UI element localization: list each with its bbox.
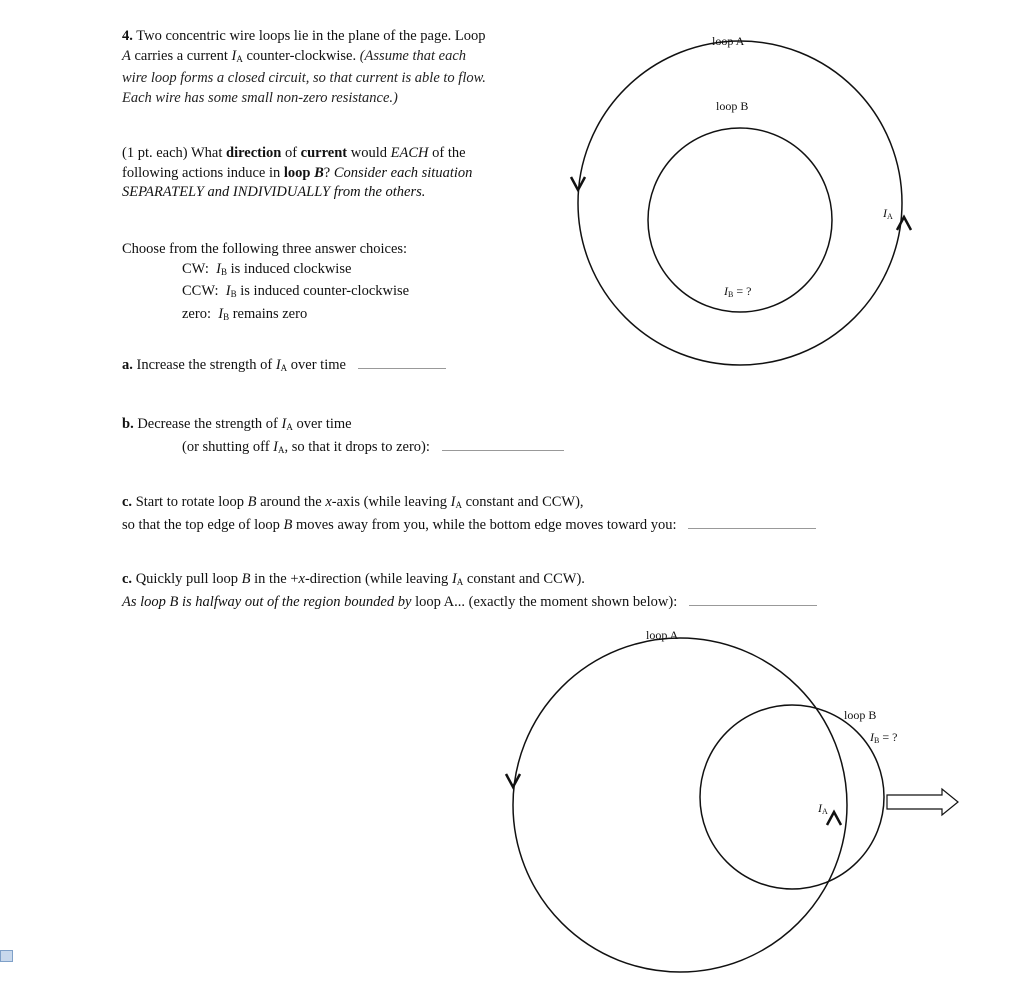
ia-label-bottom: IA (818, 801, 828, 816)
question-a: a. Increase the strength of $I_A$ over time (122, 356, 446, 379)
pull-direction-arrow-icon (887, 789, 958, 815)
ia-label: IA (883, 206, 893, 221)
arrow-up-icon (897, 217, 911, 230)
loop-b-label: loop B (716, 99, 749, 113)
loop-a-circle (578, 41, 902, 365)
ib-label: IB = ? (724, 284, 752, 299)
assumption-note: (Assume that each wire loop forms a closed circuit, so that current is able to flow. Each wire has some small non-zero resistance.) (122, 47, 486, 106)
question-c-pull: c. Quickly pull loop B in the +x-direction (while leaving $I_A$ constant and CCW). As loop B is halfway out of the region bounded by loop A... (exactly the moment shown below): (122, 570, 922, 612)
arrow-up-icon (827, 812, 841, 825)
loop-b-circle-bottom (700, 705, 884, 889)
question-c-rotate: c. Start to rotate loop B around the x-axis (while leaving $I_A$ constant and CCW), so that the top edge of loop B moves away from you, while the bottom edge moves toward you: (122, 493, 922, 535)
loop-a-circle-bottom (513, 638, 847, 972)
choice-zero: zero: $I_B$ remains zero (182, 305, 308, 322)
diagram-concentric-loops (571, 41, 911, 365)
page-icon[interactable] (0, 950, 13, 962)
choices-heading: Choose from the following three answer choices: (122, 241, 408, 257)
instructions: (1 pt. each) What direction of current would EACH of the following actions induce in loop B? Consider each situation SEPARATELY and INDIVIDUALLY from the others. (122, 145, 473, 200)
loop-a-label-bottom: loop A (646, 628, 679, 642)
loop-a-label: loop A (712, 34, 745, 48)
ib-label-bottom: IB = ? (870, 730, 898, 745)
arrow-down-icon (506, 774, 520, 787)
choice-ccw: CCW: $I_B$ is induced counter-clockwise (182, 283, 410, 299)
diagram-offset-loops (506, 638, 958, 972)
choice-cw: CW: $I_B$ is induced clockwise (182, 260, 352, 277)
question-b: b. Decrease the strength of $I_A$ over time (or shutting off $I_A$, so that it drops to zero): (122, 415, 564, 460)
loop-b-label-bottom: loop B (844, 708, 877, 722)
problem-intro: 4. Two concentric wire loops lie in the plane of the page. Loop A carries a current $I_A$ counter-clockwise. (Assume that each wire loop forms a closed circuit, so that current is able to flow. Each wire has some small non-zero resistance.) (122, 28, 486, 106)
arrow-down-icon (571, 177, 585, 190)
